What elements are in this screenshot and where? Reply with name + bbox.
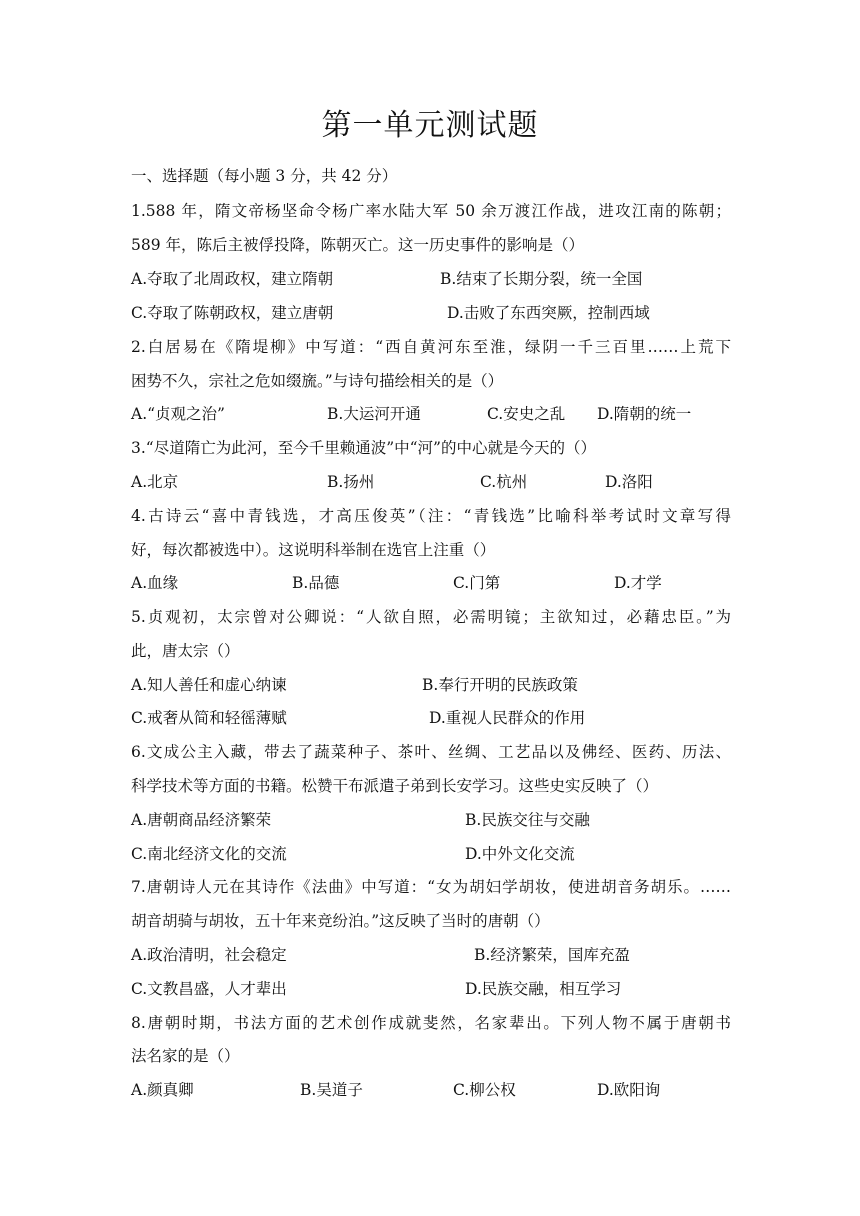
question-6-line-1: 6.文成公主入藏，带去了蔬菜种子、茶叶、丝绸、工艺品以及佛经、医药、历法、: [131, 743, 731, 761]
question-4-option-d[interactable]: D.才学: [614, 574, 662, 592]
question-3-options: [131, 472, 731, 492]
question-1-line-1: 1.588 年，隋文帝杨坚命令杨广率水陆大军 50 余万渡江作战，进攻江南的陈朝；: [131, 202, 731, 220]
question-4-line-1: 4.古诗云“喜中青钱选，才高压俊英”（注：“青钱选”比喻科举考试时文章写得: [131, 507, 731, 525]
question-4-options: [131, 573, 731, 593]
question-1-option-a[interactable]: A.夺取了北周政权，建立隋朝: [131, 270, 334, 288]
question-3-option-c[interactable]: C.杭州: [480, 473, 528, 491]
question-7-option-b[interactable]: B.经济繁荣，国库充盈: [474, 946, 630, 964]
question-1-option-d[interactable]: D.击败了东西突厥，控制西域: [447, 304, 650, 322]
question-5-line-1: 5.贞观初，太宗曾对公卿说：“人欲自照，必需明镜；主欲知过，必藉忠臣。”为: [131, 608, 731, 626]
question-6-line-2: 科学技术等方面的书籍。松赞干布派遣子弟到长安学习。这些史实反映了（）: [131, 777, 659, 795]
question-8-option-d[interactable]: D.欧阳询: [597, 1081, 661, 1099]
question-3-option-a[interactable]: A.北京: [131, 473, 179, 491]
question-2-option-b[interactable]: B.大运河开通: [327, 405, 421, 423]
question-1-options-row-2: [131, 303, 731, 323]
question-8-option-c[interactable]: C.柳公权: [453, 1081, 516, 1099]
question-2-option-a[interactable]: A.“贞观之治”: [131, 405, 225, 423]
question-7-option-d[interactable]: D.民族交融，相互学习: [465, 980, 622, 998]
question-5-line-2: 此，唐太宗（）: [131, 642, 240, 660]
question-8-option-b[interactable]: B.吴道子: [300, 1081, 363, 1099]
question-1-line-2: 589 年，陈后主被俘投降，陈朝灭亡。这一历史事件的影响是（）: [131, 236, 585, 254]
question-5-option-d[interactable]: D.重视人民群众的作用: [429, 709, 586, 727]
question-2-line-2: 困势不久，宗社之危如缀旒。”与诗句描绘相关的是（）: [131, 372, 504, 390]
question-5-options-row-2: [131, 708, 731, 728]
question-6-options-row-1: [131, 810, 731, 830]
question-4-option-c[interactable]: C.门第: [453, 574, 501, 592]
question-2-option-d[interactable]: D.隋朝的统一: [597, 405, 692, 423]
question-4-option-b[interactable]: B.品德: [292, 574, 340, 592]
question-6-options-row-2: [131, 844, 731, 864]
question-1-option-c[interactable]: C.夺取了陈朝政权，建立唐朝: [131, 304, 334, 322]
question-5-option-a[interactable]: A.知人善任和虚心纳谏: [131, 676, 287, 694]
question-8-option-a[interactable]: A.颜真卿: [131, 1081, 194, 1099]
question-1-option-b[interactable]: B.结束了长期分裂，统一全国: [440, 270, 643, 288]
question-3-line-1: 3.“尽道隋亡为此河，至今千里赖通波”中“河”的中心就是今天的（）: [131, 439, 596, 457]
question-3-option-b[interactable]: B.扬州: [327, 473, 375, 491]
question-5-option-b[interactable]: B.奉行开明的民族政策: [422, 676, 578, 694]
question-7-option-c[interactable]: C.文教昌盛，人才辈出: [131, 980, 287, 998]
question-6-option-a[interactable]: A.唐朝商品经济繁荣: [131, 811, 272, 829]
question-5-option-c[interactable]: C.戒奢从简和轻徭薄赋: [131, 709, 287, 727]
question-1-options-row-1: [131, 269, 731, 289]
question-2-options: [131, 404, 731, 424]
question-4-option-a[interactable]: A.血缘: [131, 574, 179, 592]
question-8-options: [131, 1080, 731, 1100]
question-3-option-d[interactable]: D.洛阳: [605, 473, 653, 491]
section-heading: 一、选择题（每小题 3 分，共 42 分）: [131, 167, 398, 185]
question-4-line-2: 好，每次都被选中）。这说明科举制在选官上注重（）: [131, 541, 496, 559]
question-7-options-row-1: [131, 945, 731, 965]
question-6-option-b[interactable]: B.民族交往与交融: [465, 811, 590, 829]
question-7-options-row-2: [131, 979, 731, 999]
question-2-option-c[interactable]: C.安史之乱: [487, 405, 566, 423]
question-6-option-c[interactable]: C.南北经济文化的交流: [131, 845, 287, 863]
question-7-option-a[interactable]: A.政治清明，社会稳定: [131, 946, 287, 964]
question-8-line-2: 法名家的是（）: [131, 1047, 240, 1065]
question-7-line-2: 胡音胡骑与胡妆，五十年来竞纷泊。”这反映了当时的唐朝（）: [131, 912, 550, 930]
question-8-line-1: 8.唐朝时期，书法方面的艺术创作成就斐然，名家辈出。下列人物不属于唐朝书: [131, 1014, 731, 1032]
question-6-option-d[interactable]: D.中外文化交流: [465, 845, 575, 863]
page-title: 第一单元测试题: [321, 108, 539, 143]
question-7-line-1: 7.唐朝诗人元在其诗作《法曲》中写道：“女为胡妇学胡妆，使进胡音务胡乐。……: [131, 878, 731, 896]
question-5-options-row-1: [131, 675, 731, 695]
question-2-line-1: 2.白居易在《隋堤柳》中写道：“西自黄河东至淮，绿阴一千三百里……上荒下: [131, 338, 731, 356]
